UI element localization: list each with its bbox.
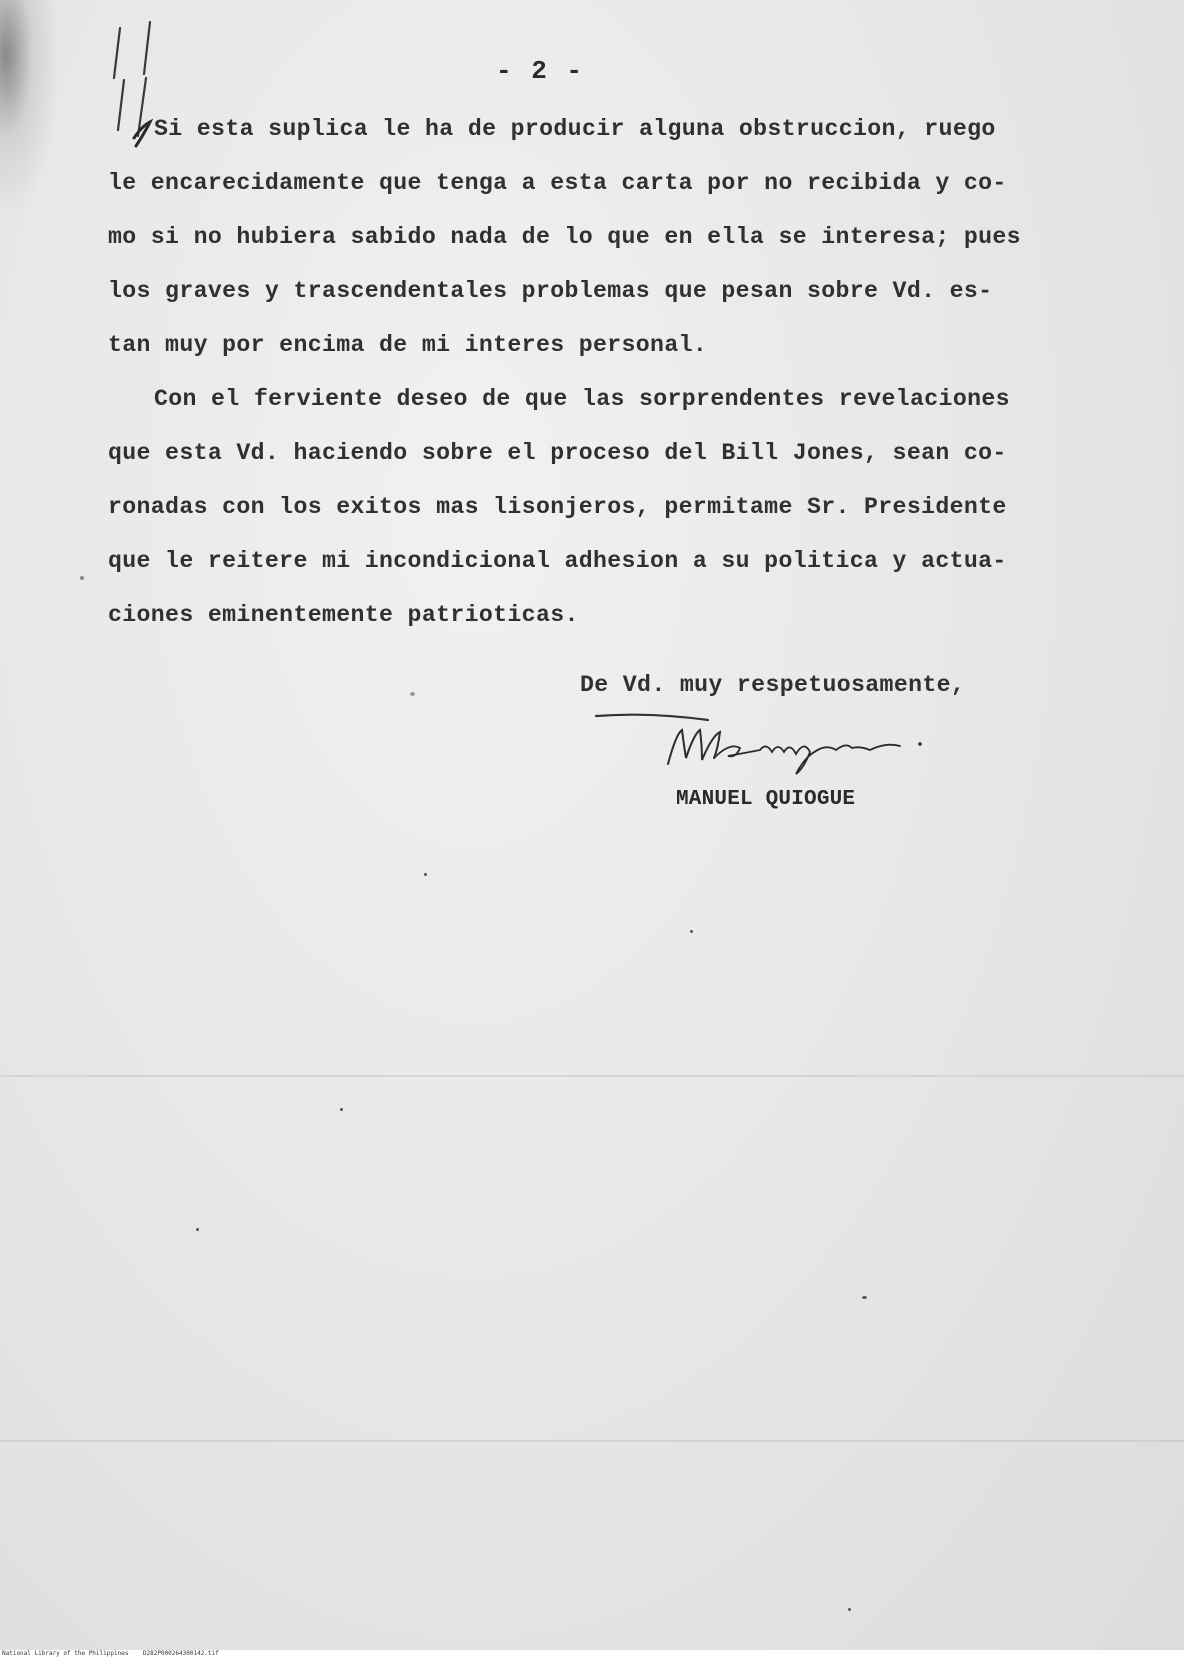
paper-speck bbox=[80, 576, 84, 580]
letter-body bbox=[108, 102, 1138, 642]
body-line: Si esta suplica le ha de producir alguna obstruccion, ruego bbox=[154, 116, 996, 142]
body-line: que esta Vd. haciendo sobre el proceso del Bill Jones, sean co- bbox=[108, 440, 1007, 466]
paper-speck bbox=[424, 873, 427, 876]
paper-speck bbox=[690, 930, 693, 933]
body-line: ronadas con los exitos mas lisonjeros, permitame Sr. Presidente bbox=[108, 494, 1007, 520]
paper-speck bbox=[410, 692, 415, 696]
archive-source-label: National Library of the Philippines bbox=[2, 1650, 129, 1657]
paper-speck bbox=[340, 1108, 343, 1111]
scan-edge-shadow bbox=[0, 0, 60, 220]
scan-artifact-band bbox=[0, 1440, 1184, 1442]
scan-artifact-band bbox=[0, 1075, 1184, 1077]
handwritten-signature bbox=[590, 712, 1050, 792]
body-line: le encarecidamente que tenga a esta carta por no recibida y co- bbox=[108, 170, 1007, 196]
signer-name: MANUEL QUIOGUE bbox=[676, 788, 856, 811]
paper-speck bbox=[848, 1608, 851, 1611]
paper-speck bbox=[862, 1296, 867, 1299]
page-number: - 2 - bbox=[495, 56, 584, 86]
body-line: Con el ferviente deseo de que las sorprendentes revelaciones bbox=[154, 386, 1010, 412]
body-line: ciones eminentemente patrioticas. bbox=[108, 602, 579, 628]
body-line: que le reitere mi incondicional adhesion a su politica y actua- bbox=[108, 548, 1007, 574]
body-line: tan muy por encima de mi interes personal. bbox=[108, 332, 708, 358]
paper-speck bbox=[196, 1228, 199, 1231]
archive-footer bbox=[2, 1650, 219, 1658]
archive-file-name: D282P000264300142.tif bbox=[142, 1650, 219, 1657]
body-line: los graves y trascendentales problemas que pesan sobre Vd. es- bbox=[108, 278, 993, 304]
closing-salutation: De Vd. muy respetuosamente, bbox=[580, 672, 966, 698]
body-line: mo si no hubiera sabido nada de lo que en ella se interesa; pues bbox=[108, 224, 1021, 250]
